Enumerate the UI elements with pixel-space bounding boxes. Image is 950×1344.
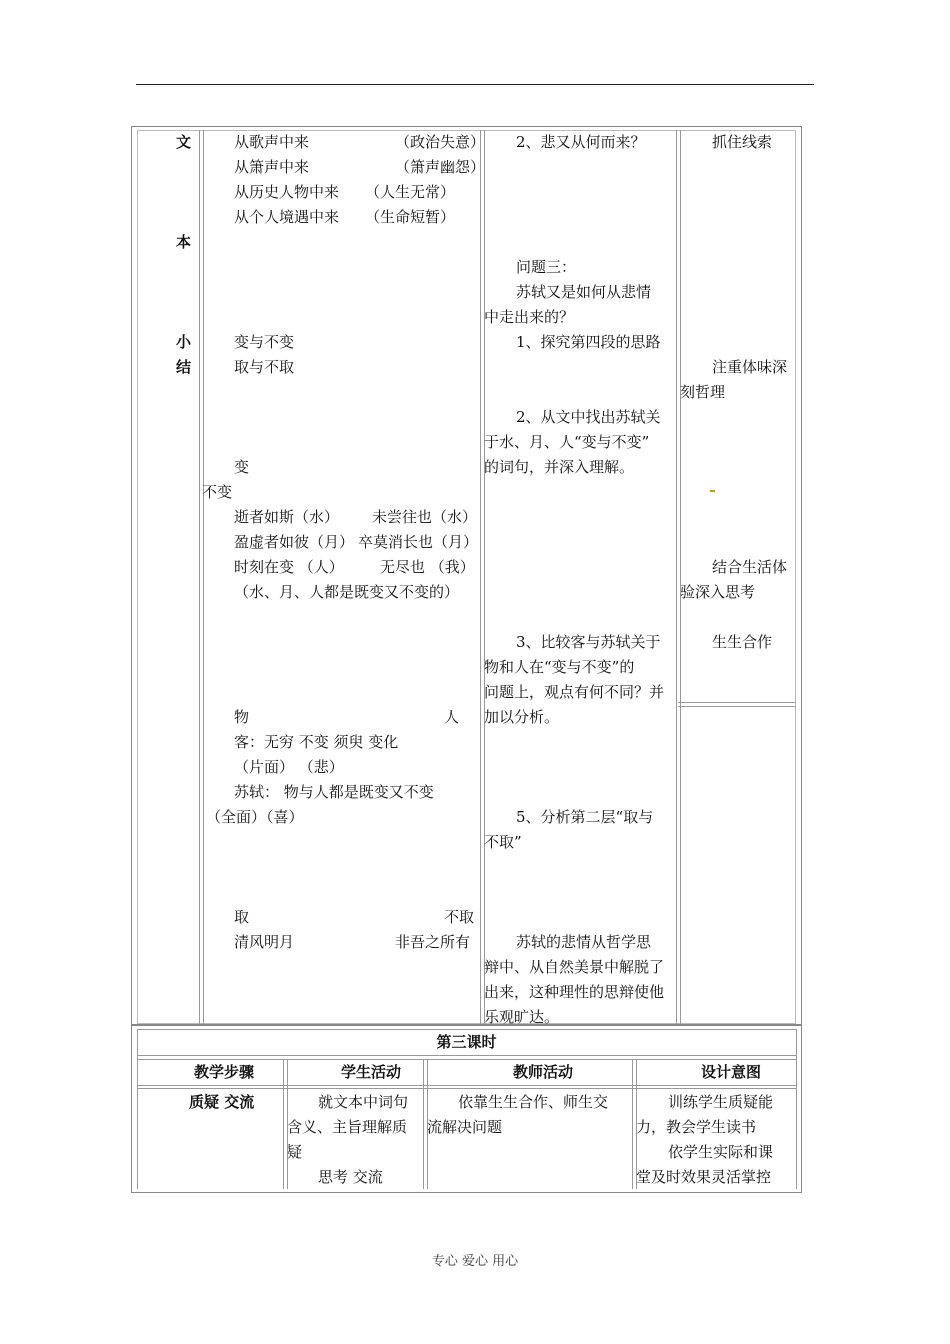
header-student: 学生活动 [341,1063,402,1081]
intent-1: 抓住线索 [712,133,773,151]
design-intent-line: 依学生实际和课 [668,1143,774,1161]
task-5-line: 5、分析第二层“取与 [516,808,654,826]
task-3-line: 加以分析。 [484,708,560,726]
teacher-activity-line: 流解决问题 [427,1118,503,1136]
step-label: 质疑 交流 [189,1093,255,1111]
lesson3-title: 第三课时 [436,1033,497,1051]
qingfeng-label: 清风明月 [234,933,295,951]
task-2-line: 于水、月、人“变与不变” [484,433,650,451]
source-note: （人生无常） [365,183,456,201]
question-3-line: 中走出来的？ [484,308,575,326]
conclusion-line: 苏轼的悲情从哲学思 [516,933,652,951]
header-rule [136,84,814,85]
student-activity-line: 就文本中词句 [318,1093,409,1111]
title-char-4: 结 [176,358,192,376]
change-summary: （水、月、人都是既变又不变的） [234,583,460,601]
wu-label: 物 [234,708,250,726]
intent-2-line: 注重体味深 [712,358,788,376]
design-intent-line: 力，教会学生读书 [636,1118,757,1136]
feiwu-label: 非吾之所有 [395,933,471,951]
title-char-2: 本 [176,233,192,251]
conclusion-line: 出来，这种理性的思辩使他 [484,983,665,1001]
source-label: 从个人境遇中来 [234,208,340,226]
pair-right: 未尝往也（水） [372,508,478,526]
teacher-activity-line: 依靠生生合作、师生交 [458,1093,609,1111]
conclusion-line: 辩中、从自然美景中解脱了 [484,958,665,976]
sushi-view: 苏轼： 物与人都是既变又不变 [234,783,434,801]
intent-4: 生生合作 [712,633,773,651]
task-3-line: 3、比较客与苏轼关于 [516,633,661,651]
task-2-line: 2、从文中找出苏轼关 [516,408,661,426]
design-intent-line: 堂及时效果灵活掌控 [636,1168,772,1186]
task-5-line: 不取” [484,833,522,851]
student-activity-line: 疑 [287,1143,303,1161]
ke-view: 客：无穷 不变 须臾 变化 [234,733,399,751]
pair-left: 逝者如斯（水） [234,508,340,526]
task-2-line: 的词句，并深入理解。 [484,458,635,476]
sushi-view-note: （全面）（喜） [206,808,304,826]
intent-3-line: 结合生活体 [712,558,788,576]
pair-right: 卒莫消长也（月） [358,533,479,551]
design-intent-line: 训练学生质疑能 [668,1093,774,1111]
change-heading: 变与不变 [234,333,295,351]
intent-3-line: 验深入思考 [680,583,756,601]
pair-left: 盈虚者如彼（月） [234,533,355,551]
source-label: 从箫声中来 [234,158,310,176]
source-note: （箫声幽怨） [395,158,486,176]
intent-2-line: 刻哲理 [680,383,726,401]
bubian-label: 不变 [202,483,233,501]
header-intent: 设计意图 [701,1063,762,1081]
source-note: （生命短暂） [365,208,456,226]
task-3-line: 问题上，观点有何不同？并 [484,683,665,701]
ke-view-note: （片面） （悲） [234,758,344,776]
task-1: 1、探究第四段的思路 [516,333,661,351]
student-activity-line: 思考 交流 [318,1168,383,1186]
qu-label: 取 [234,908,250,926]
page-footer: 专心 爱心 用心 [431,1254,519,1269]
student-activity-line: 含义、主旨理解质 [287,1118,408,1136]
title-char-3: 小 [176,333,192,351]
question-3-line: 苏轼又是如何从悲情 [516,283,652,301]
source-note: （政治失意） [395,133,486,151]
question-3-heading: 问题三： [516,258,577,276]
pair-right: 无尽也 （我） [380,558,475,576]
header-step: 教学步骤 [194,1063,255,1081]
highlight-mark [710,490,715,492]
question-2: 2、悲又从何而来？ [516,133,646,151]
header-teacher: 教师活动 [513,1063,574,1081]
pair-left: 时刻在变 （人） [234,558,344,576]
buqu-label: 不取 [444,908,475,926]
bian-label: 变 [234,458,250,476]
source-label: 从历史人物中来 [234,183,340,201]
title-char-1: 文 [176,133,192,151]
source-label: 从歌声中来 [234,133,310,151]
choice-heading: 取与不取 [234,358,295,376]
task-3-line: 物和人在“变与不变”的 [484,658,635,676]
conclusion-line: 乐观旷达。 [484,1008,560,1026]
ren-label: 人 [444,708,460,726]
